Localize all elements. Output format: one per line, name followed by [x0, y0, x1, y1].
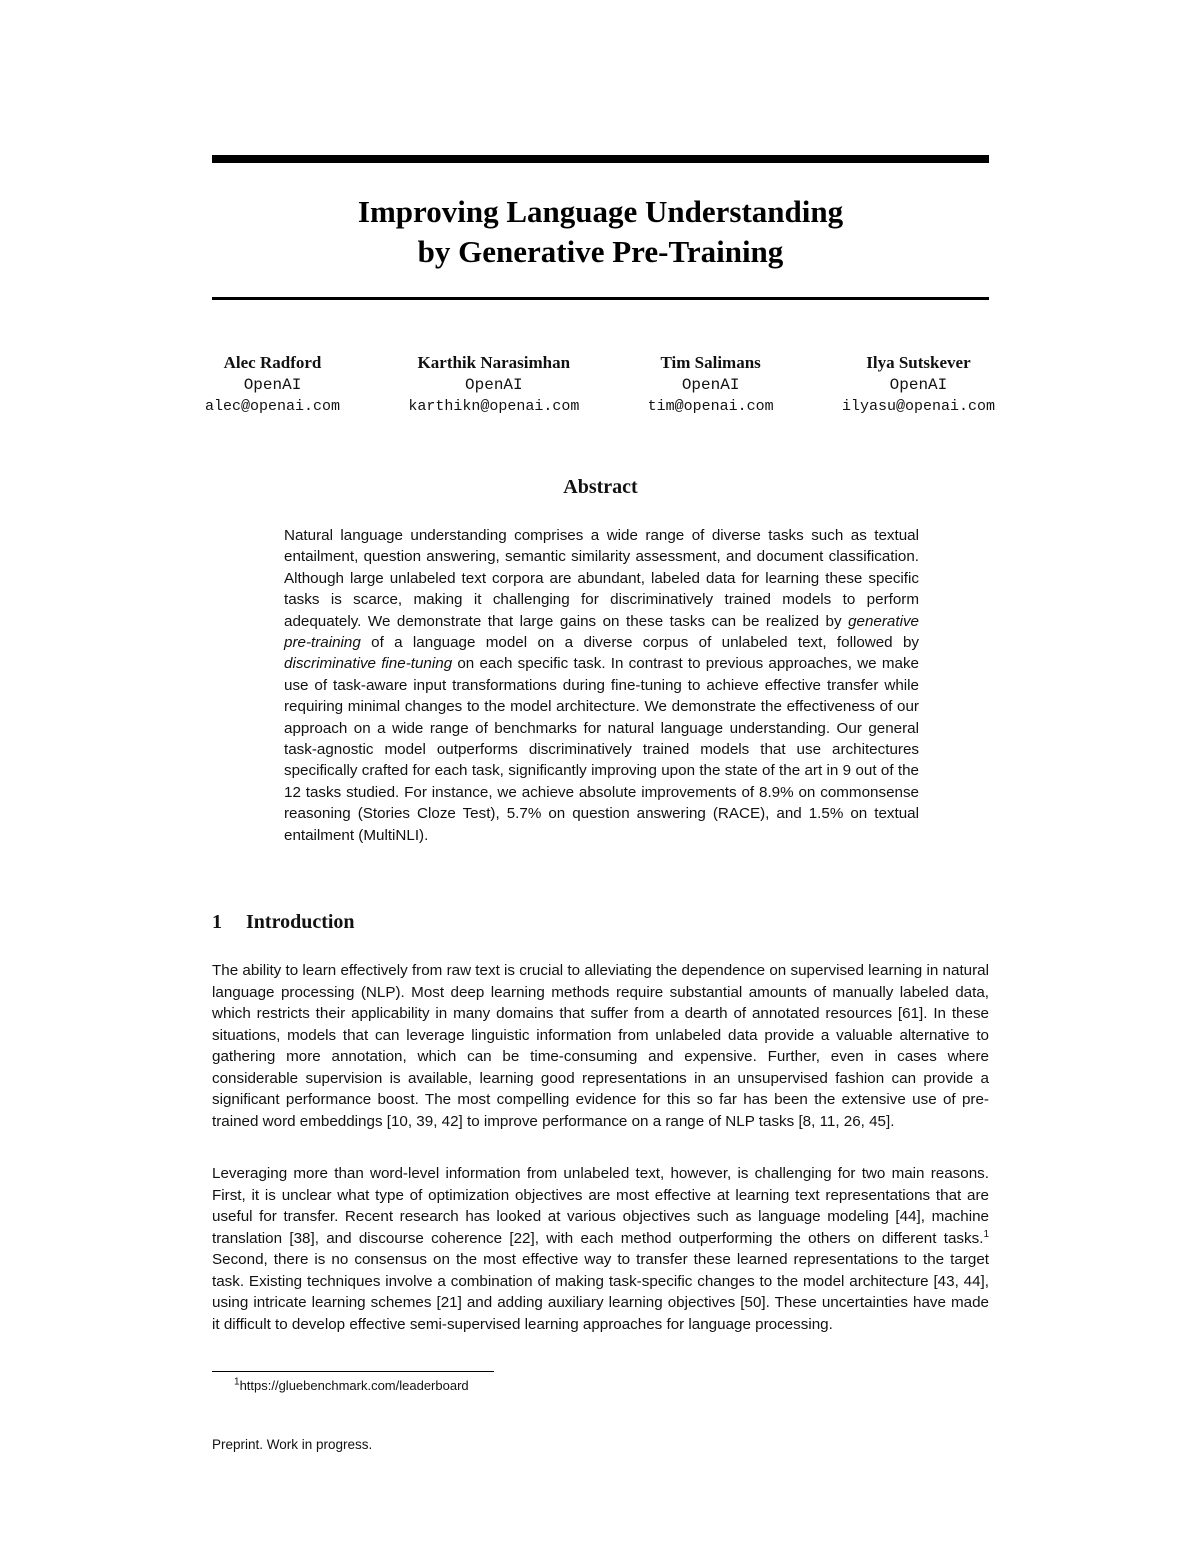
author-block — [205, 352, 340, 418]
footnote-link[interactable]: https://gluebenchmark.com/leaderboard — [239, 1378, 469, 1393]
footnote-reference[interactable]: 1 — [983, 1228, 989, 1240]
author-block — [842, 352, 995, 418]
section-heading-introduction — [212, 908, 989, 936]
intro-paragraph-2 — [212, 1163, 989, 1335]
author-list — [205, 352, 995, 418]
author-email: tim@openai.com — [647, 398, 774, 415]
section-title: Introduction — [246, 911, 355, 933]
title-line-1: Improving Language Understanding — [357, 194, 844, 229]
author-affiliation: OpenAI — [681, 376, 740, 394]
abstract-text-part-2: of a language model on a diverse corpus of unlabeled text, followed by — [360, 634, 919, 652]
author-email: ilyasu@openai.com — [841, 398, 995, 415]
section-number: 1 — [212, 911, 222, 933]
abstract-heading: Abstract — [563, 476, 638, 498]
abstract-emphasis-1: generative pre-training — [284, 612, 919, 652]
author-affiliation: OpenAI — [243, 376, 302, 394]
author-name: Alec Radford — [223, 353, 322, 372]
paper-title — [212, 192, 989, 272]
author-email: karthikn@openai.com — [408, 398, 580, 415]
abstract-text-part-1: Natural language understanding comprises a wide range of diverse tasks such as textual entailment, question answering, semantic similarity assessment, and document classification. Although large unlabeled text corpora are abundant, labeled data for learning these specific tasks is scarce, making it challenging for discriminatively trained models to perform adequately. We demonstrate that large gains on these tasks can be realized by — [284, 527, 919, 630]
author-name: Tim Salimans — [660, 353, 761, 372]
footnote — [234, 1377, 469, 1395]
title-line-2: by Generative Pre-Training — [417, 234, 784, 269]
author-name: Karthik Narasimhan — [417, 353, 571, 372]
author-block — [408, 352, 579, 418]
abstract-emphasis-2: discriminative fine-tuning — [284, 655, 453, 673]
abstract-body — [284, 525, 919, 846]
author-name: Ilya Sutskever — [866, 353, 971, 372]
author-block — [648, 352, 774, 418]
author-affiliation: OpenAI — [465, 376, 523, 394]
intro-paragraph-2-text-b: Second, there is no consensus on the most effective way to transfer these learned representations to the target task. Existing techniques involve a combination of making task-specific changes to the model architecture [43, 44], using intricate learning schemes [21] and adding auxiliary learning objectives [50]. These uncertainties have made it difficult to develop effective semi-supervised learning approaches for language processing. — [212, 1251, 989, 1333]
abstract-text-part-3: on each specific task. In contrast to previous approaches, we make use of task-aware input transformations during fine-tuning to achieve effective transfer while requiring minimal changes to the model architecture. We demonstrate the effectiveness of our approach on a wide range of benchmarks for natural language understanding. Our general task-agnostic model outperforms discriminatively trained models that use architectures specifically crafted for each task, significantly improving upon the state of the art in 9 out of the 12 tasks studied. For instance, we achieve absolute improvements of 8.9% on commonsense reasoning (Stories Cloze Test), 5.7% on question answering (RACE), and 1.5% on textual entailment (MultiNLI). — [284, 655, 919, 844]
intro-paragraph-2-text-a: Leveraging more than word-level information from unlabeled text, however, is challenging for two main reasons. First, it is unclear what type of optimization objectives are most effective at learning text representations that are useful for transfer. Recent research has looked at various objectives such as language modeling [44], machine translation [38], and discourse coherence [22], with each method outperforming the others on different tasks. — [212, 1165, 989, 1247]
author-email: alec@openai.com — [205, 398, 341, 415]
intro-paragraph-1: The ability to learn effectively from raw text is crucial to alleviating the dependence on supervised learning in natural language processing (NLP). Most deep learning methods require substantial amounts of manually labeled data, which restricts their applicability in many domains that suffer from a dearth of annotated resources [61]. In these situations, models that can leverage linguistic information from unlabeled data provide a valuable alternative to gathering more annotation, which can be time-consuming and expensive. Further, even in cases where considerable supervision is available, learning good representations in an unsupervised fashion can provide a significant performance boost. The most compelling evidence for this so far has been the extensive use of pre-trained word embeddings [10, 39, 42] to improve performance on a range of NLP tasks [8, 11, 26, 45]. — [212, 962, 989, 1130]
title-top-rule — [212, 155, 989, 163]
footnote-mark: 1 — [234, 1376, 240, 1388]
author-affiliation: OpenAI — [889, 376, 948, 394]
footnote-divider — [212, 1371, 494, 1372]
title-bottom-rule — [212, 297, 989, 300]
page-footer: Preprint. Work in progress. — [212, 1437, 373, 1452]
